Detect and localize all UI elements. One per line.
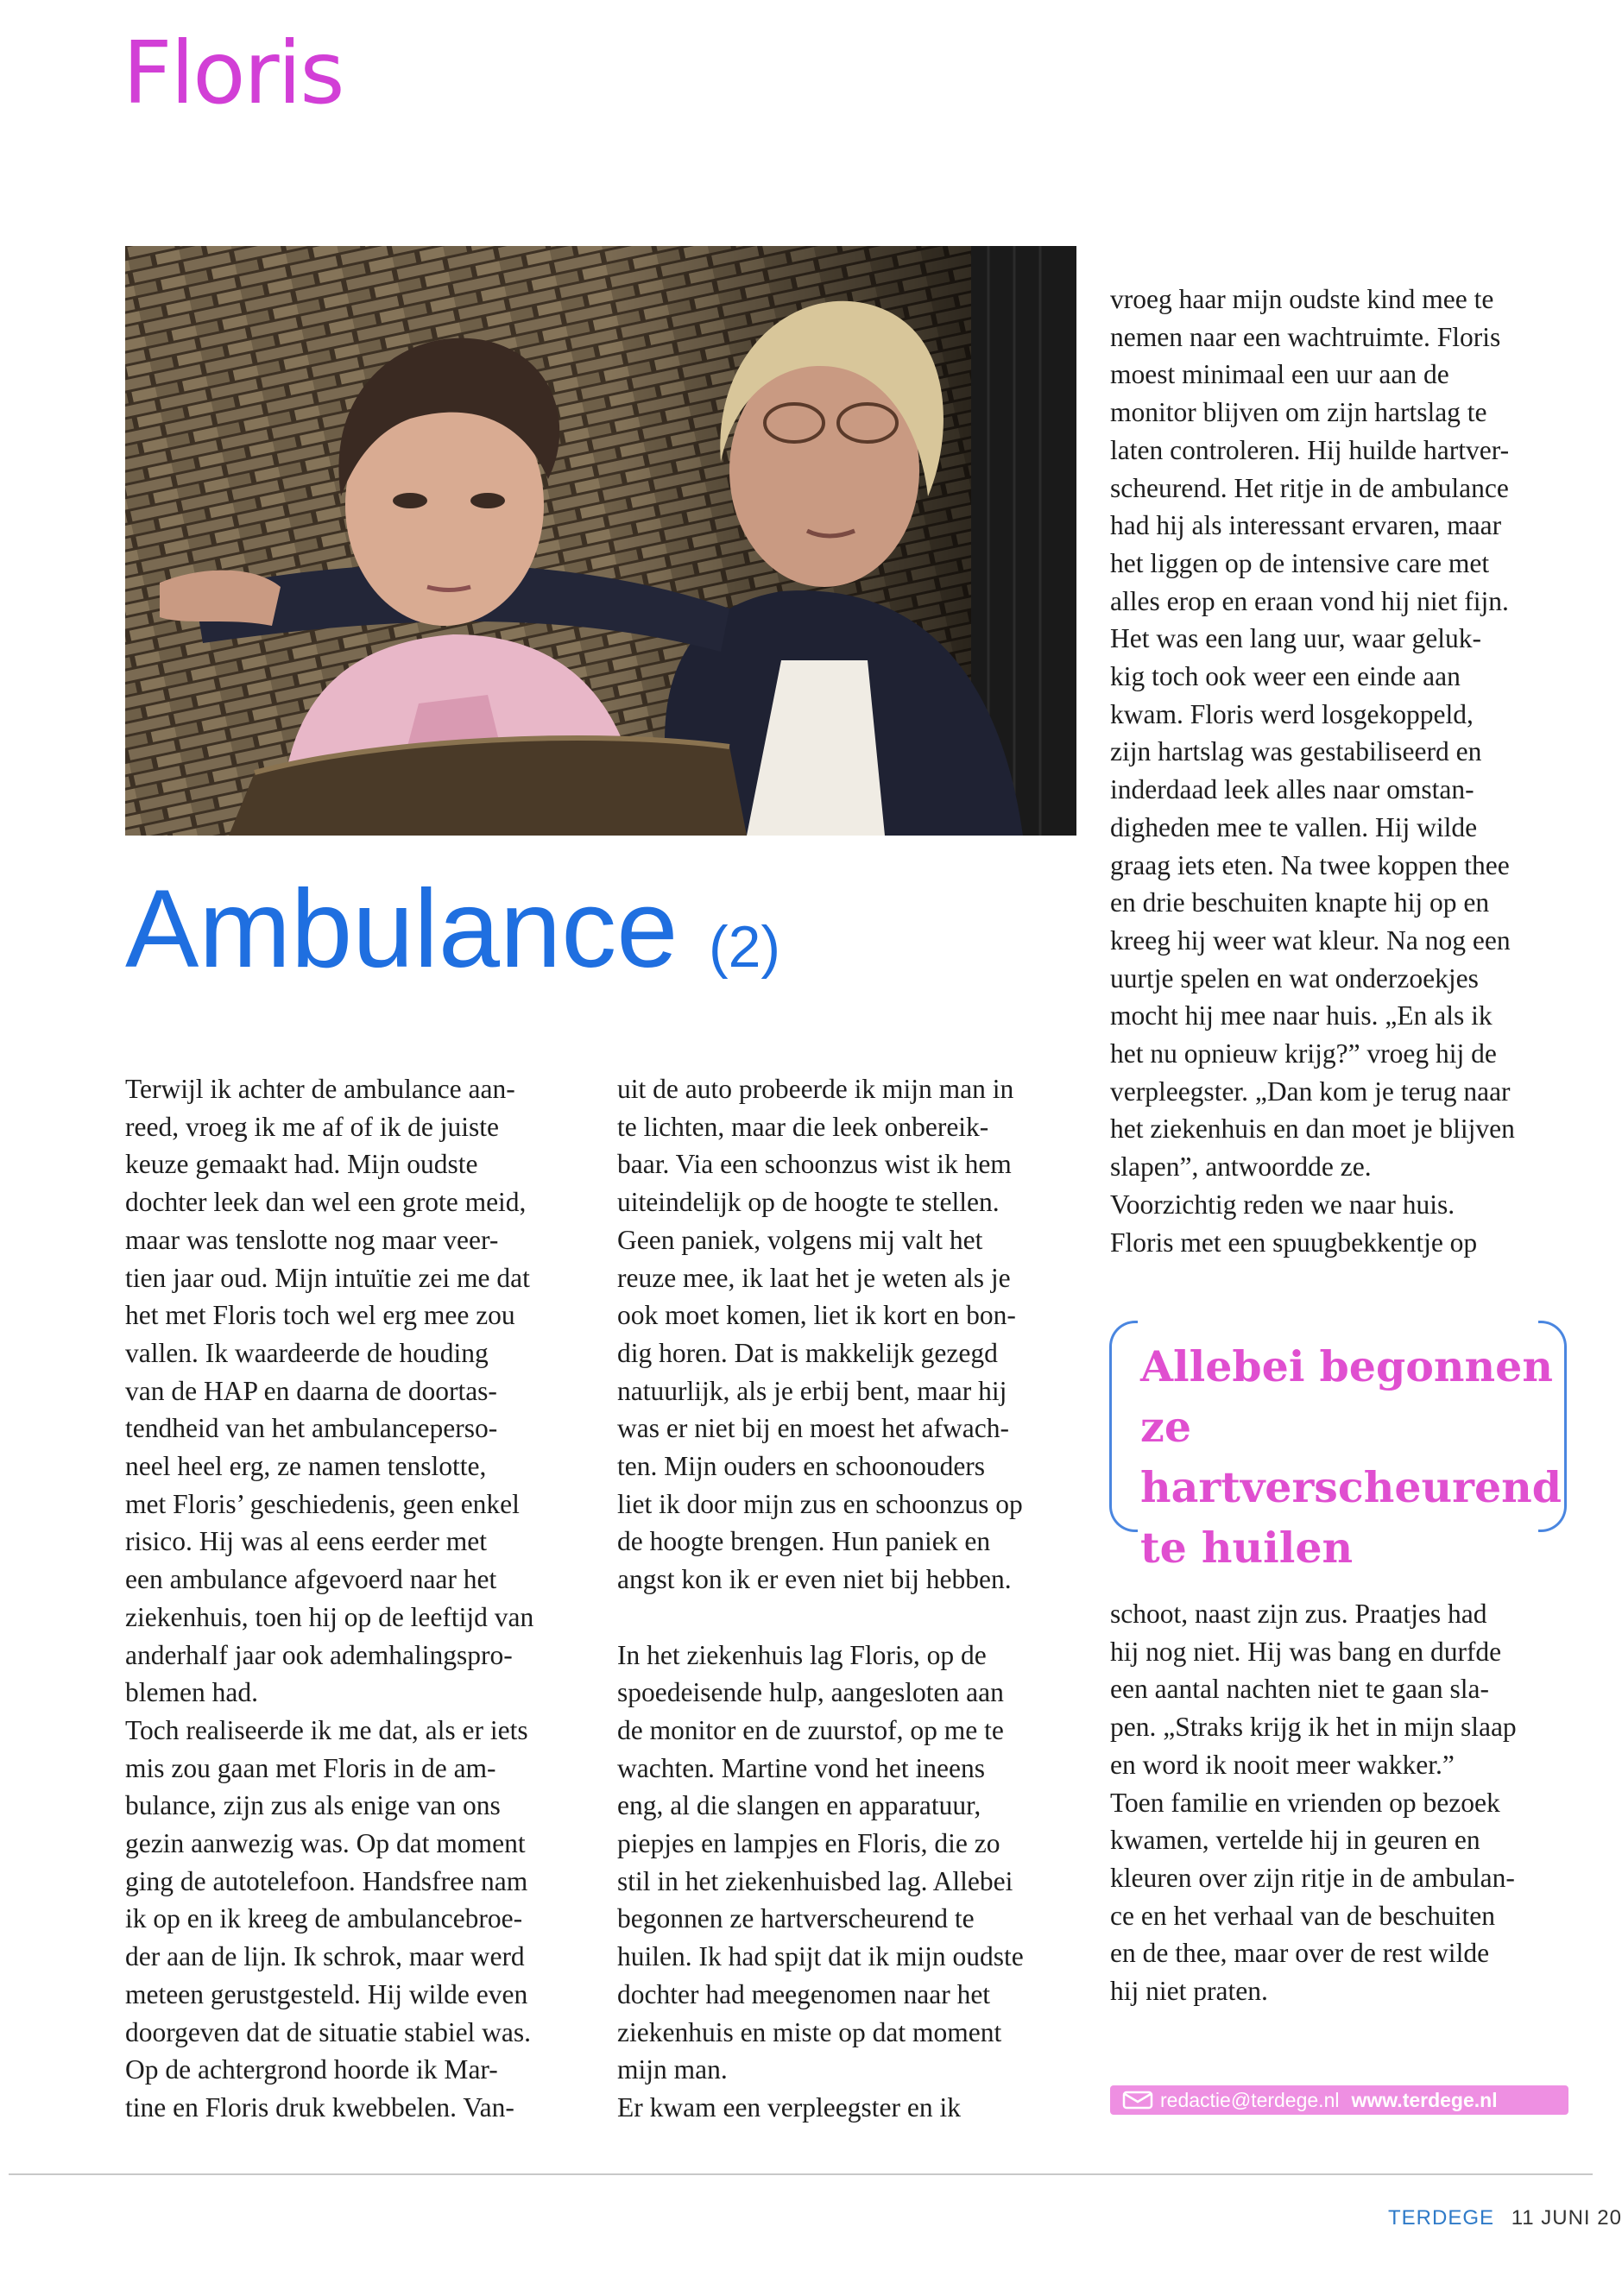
- headline-title: Ambulance: [125, 867, 678, 991]
- article-headline: [125, 863, 780, 996]
- contact-website-link[interactable]: www.terdege.nl: [1351, 2088, 1498, 2111]
- footer-magazine-name: TERDEGE: [1388, 2206, 1495, 2230]
- text-column-3-bottom: [1110, 1595, 1576, 2010]
- footer-divider: [9, 2173, 1593, 2175]
- column2-paragraph-2: In het ziekenhuis lag Floris, op de spoedeisende hulp, aangesloten aan de monitor en de zuurstof, op me te wachten. Martine vond het ineens eng, al die slangen en apparatuur, piepjes en lampjes en Floris, die zo stil in het ziekenhuisbed lag. Allebei begonnen ze hartverscheurend te huilen. Ik had spijt dat ik mijn oudste dochter had meegenomen naar het ziekenhuis en miste op dat moment mijn man. Er kwam een verpleegster en ik: [617, 1639, 1024, 2123]
- column2-paragraph-1: uit de auto probeerde ik mijn man in te lichten, maar die leek onbereik- baar. Via een schoonzus wist ik hem uiteindelijk op de hoogte te stellen. Geen paniek, volgens mij valt het reuze mee, ik laat het je weten als je ook moet komen, liet ik kort en bon- dig horen. Dat is makkelijk gezegd natuurlijk, als je erbij bent, maar hij was er niet bij en moest het afwach- ten. Mijn ouders en schoonouders liet ik door mijn zus en schoonzus op de hoogte brengen. Hun paniek en angst kon ik er even niet bij hebben.: [617, 1074, 1023, 1595]
- contact-bar: [1110, 2085, 1568, 2115]
- section-title: Floris: [123, 22, 344, 123]
- pull-quote: [1109, 1321, 1567, 1573]
- column3-paragraph-bottom: schoot, naast zijn zus. Praatjes had hij nog niet. Hij was bang en durfde een aantal nachten niet te gaan sla- pen. „Straks krijg ik het in mijn slaap en word ik nooit meer wakker.” Toen familie en vrienden op bezoek kwamen, vertelde hij in geuren en kleuren over zijn ritje in de ambulan- ce en het verhaal van de beschuiten en de thee, maar over de rest wilde hij niet praten.: [1110, 1599, 1517, 2007]
- text-column-3-top: [1110, 281, 1576, 1261]
- column1-paragraph: Terwijl ik achter de ambulance aan- reed, vroeg ik me af of ik de juiste keuze gemaakt had. Mijn oudste dochter leek dan wel een grote meid, maar was tenslotte nog maar veer- tien jaar oud. Mijn intuïtie zei me dat het met Floris toch wel erg mee zou vallen. Ik waardeerde de houding van de HAP en daarna de doortas- tendheid van het ambulanceperso- neel heel erg, ze namen tenslotte, met Floris’ geschiedenis, geen enkel risico. Hij was al eens eerder met een ambulance afgevoerd naar het ziekenhuis, toen hij op de leeftijd van anderhalf jaar ook ademhalingspro- blemen had. Toch realiseerde ik me dat, als er iets mis zou gaan met Floris in de am- bulance, zijn zus als enige van ons gezin aanwezig was. Op dat moment ging de autotelefoon. Handsfree nam ik op en ik kreeg de ambulancebroe- der aan de lijn. Ik schrok, maar werd meteen gerustgesteld. Hij wilde even doorgeven dat de situatie stabiel was. Op de achtergrond hoorde ik Mar- tine en Floris druk kwebbelen. Van-: [125, 1074, 534, 2123]
- contact-email-link[interactable]: redactie@terdege.nl: [1160, 2088, 1340, 2111]
- headline-part-number: (2): [708, 914, 781, 980]
- page-footer: [1388, 2206, 1622, 2230]
- text-column-2: [617, 1070, 1083, 2127]
- mail-icon: [1122, 2091, 1153, 2110]
- text-column-1: [125, 1070, 591, 2127]
- pull-quote-left-brace: [1109, 1321, 1138, 1532]
- pull-quote-text: Allebei begonnen ze hartverscheurend te huilen: [1140, 1341, 1562, 1573]
- column3-paragraph-top: vroeg haar mijn oudste kind mee te nemen naar een wachtruimte. Floris moest minimaal een uur aan de monitor blijven om zijn hartslag te laten controleren. Hij huilde hartver- scheurend. Het ritje in de ambulance had hij als interessant ervaren, maar het liggen op de intensive care met alles erop en eraan vond hij niet fijn. Het was een lang uur, waar geluk- kig toch ook weer een einde aan kwam. Floris werd losgekoppeld, zijn hartslag was gestabiliseerd en inderdaad leek alles naar omstan- digheden mee te vallen. Hij wilde graag iets eten. Na twee koppen thee en drie beschuiten knapte hij op en kreeg hij weer wat kleur. Na nog een uurtje spelen en wat onderzoekjes mocht hij mee naar huis. „En als ik het nu opnieuw krijg?” vroeg hij de verpleegster. „Dan kom je terug naar het ziekenhuis en dan moet je blijven slapen”, antwoordde ze. Voorzichtig reden we naar huis. Floris met een spuugbekkentje op: [1110, 284, 1515, 1258]
- article-photo: [125, 246, 1076, 836]
- footer-date: 11 JUNI 20: [1511, 2206, 1622, 2230]
